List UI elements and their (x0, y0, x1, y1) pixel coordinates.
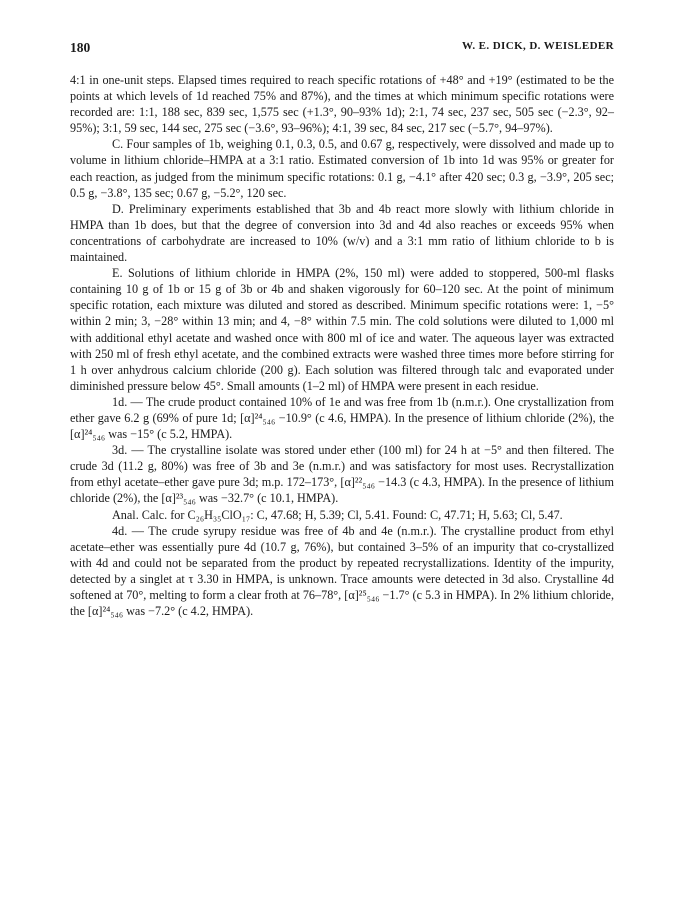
paragraph-compound-4d: 4d. — The crude syrupy residue was free of 4b and 4e (n.m.r.). The crystalline product from ethyl acetate–ether was essentially pure 4d (10.7 g, 76%), but contained 3–5% of an impurity that co-crystallized with 4d and could not be separated from the product by repeated recrystallizations. Identity of the impurity, detected by a singlet at τ 3.30 in HMPA, is unknown. Trace amounts were detected in 3d also. Crystalline 4d softened at 70°, melting to form a clear froth at 76–78°, [α]²⁵₅₄₆ −1.7° (c 5.3 in HMPA). In 2% lithium chloride, the [α]²⁴₅₄₆ was −7.2° (c 4.2, HMPA). (70, 523, 614, 619)
paragraph-compound-3d: 3d. — The crystalline isolate was stored under ether (100 ml) for 24 h at −5° and then filtered. The crude 3d (11.2 g, 80%) was free of 3b and 3e (n.m.r.) and was satisfactory for most uses. Recrystallization from ethyl acetate–ether gave pure 3d; m.p. 172–173°, [α]²²₅₄₆ −14.3 (c 4.3, HMPA). In the presence of lithium chloride (2%), the [α]²³₅₄₆ was −32.7° (c 10.1, HMPA). (70, 443, 614, 506)
paragraph-analysis: Anal. Calc. for C₂₆H₃₅ClO₁₇: C, 47.68; H, 5.39; Cl, 5.41. Found: C, 47.71; H, 5.63; Cl, 5.47. (112, 507, 563, 522)
body-text (70, 72, 614, 619)
paragraph-procedure-d: D. Preliminary experiments established that 3b and 4b react more slowly with lithium chloride in HMPA than 1b does, but that the degree of conversion into 3d and 4d also reaches or exceeds 95% when concentrations of carbohydrate are increased to 10% (w/v) and a 3:1 mm ratio of lithium chloride to b is maintained. (70, 201, 614, 265)
paragraph-procedure-e: E. Solutions of lithium chloride in HMPA (2%, 150 ml) were added to stoppered, 500-ml flasks containing 10 g of 1b or 15 g of 3b or 4b and shaken vigorously for 60–120 sec. At the point of minimum specific rotation, each mixture was diluted and stored as described. Minimum specific rotations were: 1, −5° within 2 min; 3, −28° within 13 min; and 4, −8° within 7.5 min. The cold solutions were diluted to 1,000 ml with additional ethyl acetate and washed once with 800 ml of ice and water. The aqueous layer was extracted with 250 ml of fresh ethyl acetate, and the combined extracts were washed three times more before stirring for 1 h over anhydrous calcium chloride (200 g). Each solution was filtered through talc and evaporated under diminished pressure below 45°. Small amounts (1–2 ml) of HMPA were present in each residue. (70, 266, 614, 393)
running-head-authors: W. E. DICK, D. WEISLEDER (461, 40, 614, 52)
paragraph-continuation: 4:1 in one-unit steps. Elapsed times required to reach specific rotations of +48° and +19° (estimated to be the points at which levels of 1d reached 75% and 87%), and the times at which minimum specific rotations were recorded are: 1:1, 188 sec, 839 sec, 1,575 sec (+1.3°, 90–93% 1d); 2:1, 74 sec, 237 sec, 505 sec (−2.3°, 92–95%); 3:1, 59 sec, 144 sec, 275 sec (−3.6°, 93–96%); 4:1, 39 sec, 84 sec, 217 sec (−5.7°, 94–97%). (70, 73, 614, 136)
paragraph-compound-1d: 1d. — The crude product contained 10% of 1e and was free from 1b (n.m.r.). One crystallization from ether gave 6.2 g (69% of pure 1d; [α]²⁴₅₄₆ −10.9° (c 4.6, HMPA). In the presence of lithium chloride (2%), the [α]²⁴₅₄₆ was −15° (c 5.2, HMPA). (70, 394, 614, 442)
running-header (70, 40, 614, 58)
page-number: 180 (70, 40, 91, 55)
paragraph-procedure-c: C. Four samples of 1b, weighing 0.1, 0.3, 0.5, and 0.67 g, respectively, were dissolved and made up to volume in lithium chloride–HMPA at a 3:1 ratio. Estimated conversion of 1b into 1d was 95% or greater for each reaction, as judged from the minimum specific rotations: 0.1 g, −4.1° after 420 sec; 0.3 g, −3.9°, 205 sec; 0.5 g, −3.8°, 135 sec; 0.67 g, −5.2°, 120 sec. (70, 137, 614, 200)
